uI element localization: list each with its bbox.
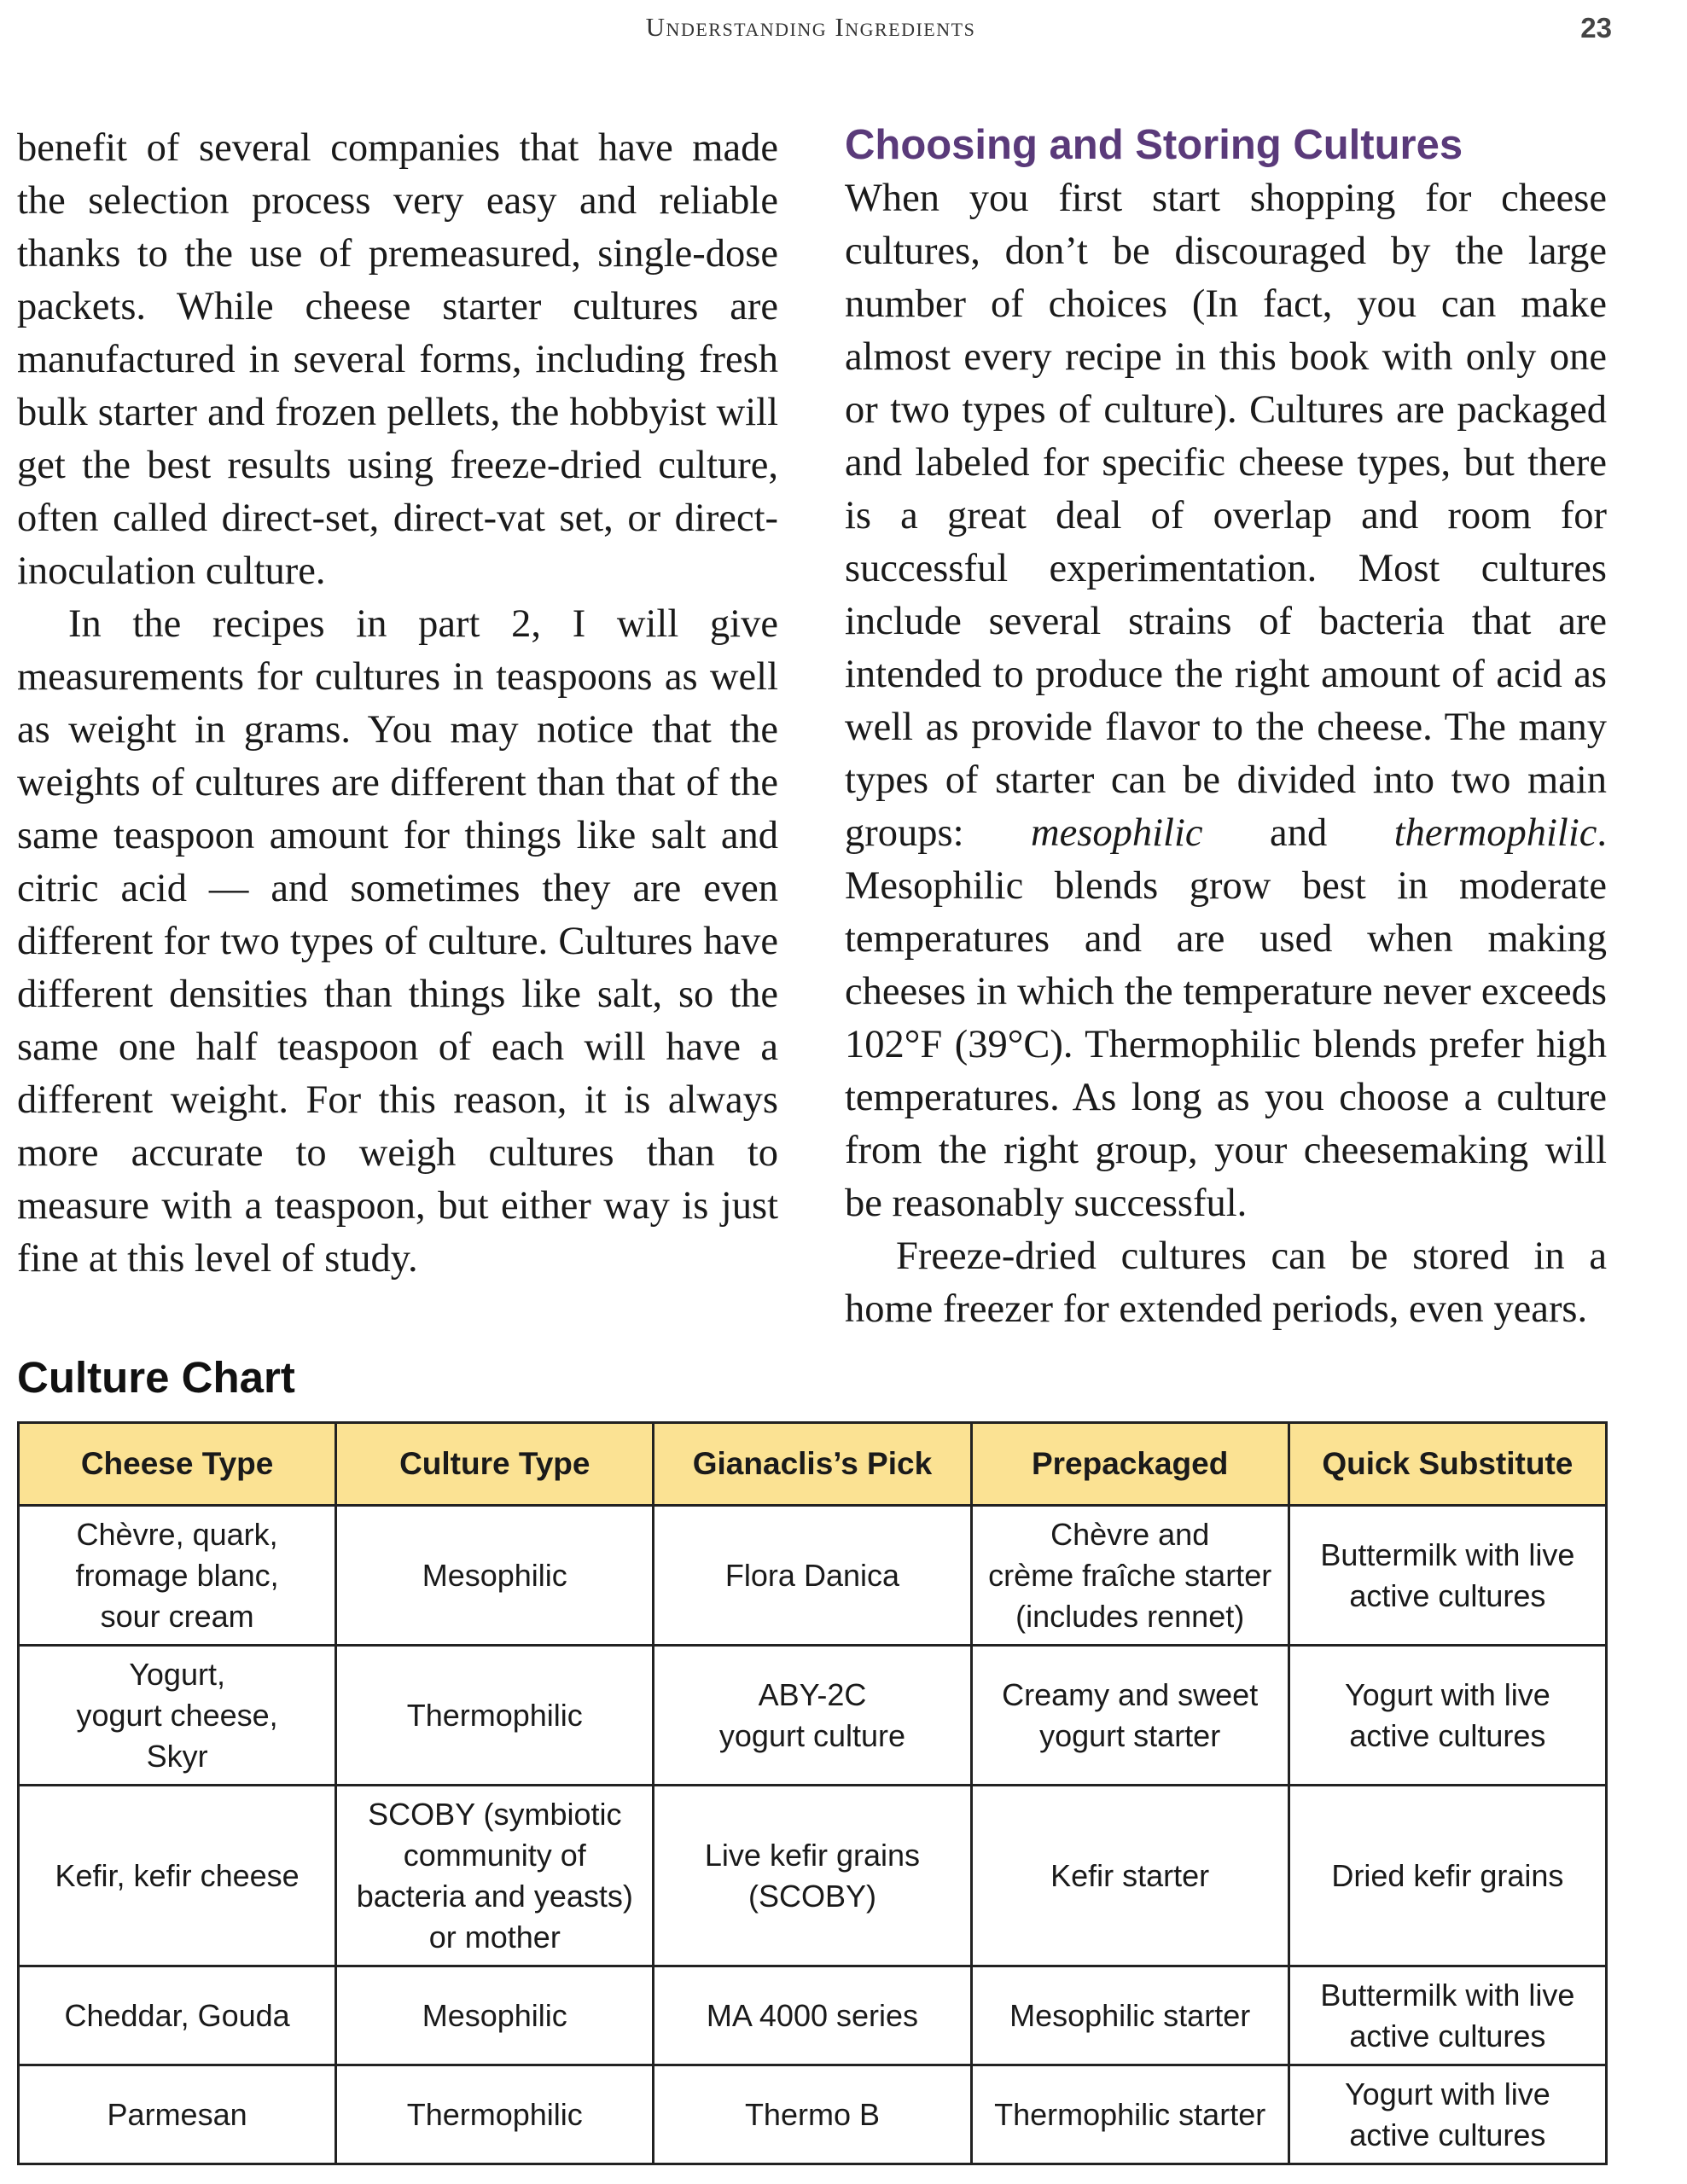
- cell-text-line: fromage blanc,: [75, 1557, 279, 1593]
- cell-text-line: active cultures: [1349, 2117, 1546, 2152]
- body-paragraph: [845, 172, 1607, 1230]
- table-cell: [971, 1966, 1289, 2065]
- column-header: Gianaclis’s Pick: [654, 1423, 971, 1506]
- table-cell: [336, 1786, 654, 1966]
- section-heading: Choosing and Storing Cultures: [845, 122, 1463, 168]
- cell-text-line: active cultures: [1349, 1717, 1546, 1753]
- cell-text-line: yogurt starter: [1039, 1717, 1221, 1753]
- cell-text-line: Thermo B: [744, 2096, 880, 2132]
- cell-text-line: Yogurt,: [129, 1656, 225, 1692]
- cell-text-line: active cultures: [1349, 1577, 1546, 1613]
- table-cell: [654, 1506, 971, 1646]
- page-number: 23: [1580, 12, 1612, 44]
- cell-text-line: Thermophilic: [406, 1697, 583, 1733]
- table-cell: [19, 2065, 336, 2164]
- table-row: [19, 1786, 1607, 1966]
- column-header: Prepackaged: [971, 1423, 1289, 1506]
- text-run: When you first start shopping for cheese cultures, don’t be discouraged by the large number of choices (In fact, you can make almost every recipe in this book with only one or two types of culture). Cultures are packaged and labeled for specific cheese types, but there is a great deal of overlap and room for successful experimentation. Most cultures include several strains of bacteria that are intended to produce the right amount of acid as well as provide flavor to the cheese. The many types of starter can be divided into two main groups:: [845, 177, 1607, 855]
- table-cell: [336, 1506, 654, 1646]
- table-cell: [19, 1646, 336, 1786]
- table-cell: [19, 1966, 336, 2065]
- table-row: [19, 1966, 1607, 2065]
- cell-text-line: ABY-2C: [758, 1676, 867, 1712]
- cell-text-line: Buttermilk with live: [1320, 1977, 1575, 2013]
- cell-text-line: Yogurt with live: [1344, 1676, 1550, 1712]
- cell-text-line: Live kefir grains: [704, 1837, 921, 1873]
- cell-text-line: Flora Danica: [724, 1557, 900, 1593]
- table-cell: [1289, 1506, 1606, 1646]
- cell-text-line: Thermophilic starter: [994, 2096, 1266, 2132]
- right-column: [845, 119, 1607, 1336]
- cell-text-line: MA 4000 series: [706, 1997, 919, 2033]
- culture-chart-table: [17, 1421, 1608, 2165]
- cell-text-line: Cheddar, Gouda: [64, 1997, 290, 2033]
- table-row: [19, 1646, 1607, 1786]
- table-cell: [654, 2065, 971, 2164]
- cell-text-line: Mesophilic: [422, 1557, 567, 1593]
- cell-text-line: or mother: [428, 1919, 561, 1955]
- table-cell: [654, 1966, 971, 2065]
- cell-text-line: Yogurt with live: [1344, 2076, 1550, 2111]
- table-cell: [971, 1506, 1289, 1646]
- running-title: Understanding Ingredients: [645, 12, 976, 42]
- cell-text-line: (includes rennet): [1015, 1598, 1245, 1634]
- cell-text-line: Kefir starter: [1050, 1857, 1210, 1893]
- running-header: [0, 12, 1687, 46]
- table-cell: [336, 1646, 654, 1786]
- cell-text-line: bacteria and yeasts): [356, 1878, 633, 1914]
- table-cell: [654, 1786, 971, 1966]
- cell-text-line: Creamy and sweet: [1002, 1676, 1259, 1712]
- cell-text-line: (SCOBY): [748, 1878, 876, 1914]
- text-run: . Mesophilic blends grow best in moderate temperatures and are used when making cheeses in which the temperature never exceeds 102°F (39°C). Thermophilic blends prefer high temperatures. As long as you choose a culture from the right group, your cheesemaking will be reasonably successful.: [845, 811, 1608, 1225]
- cell-text-line: Parmesan: [107, 2096, 247, 2132]
- emphasis-term: mesophilic: [1031, 811, 1203, 855]
- cell-text-line: active cultures: [1349, 2018, 1546, 2053]
- table-row: [19, 1506, 1607, 1646]
- table-cell: [971, 2065, 1289, 2164]
- table-cell: [1289, 1966, 1606, 2065]
- body-paragraph: In the recipes in part 2, I will give measurements for cultures in teaspoons as well as weight in grams. You may notice that the weights of cultures are different than that of the same teaspoon amount for things like salt and citric acid — and sometimes they are even different for two types of culture. Cultures have different densities than things like salt, so the same one half teaspoon of each will have a different weight. For this reason, it is always more accurate to weigh cultures than to measure with a teaspoon, but either way is just fine at this level of study.: [17, 602, 778, 1281]
- table-cell: [1289, 2065, 1606, 2164]
- cell-text-line: Dried kefir grains: [1331, 1857, 1564, 1893]
- table-cell: [971, 1786, 1289, 1966]
- table-row: [19, 2065, 1607, 2164]
- column-header: Culture Type: [336, 1423, 654, 1506]
- chart-title: Culture Chart: [17, 1353, 295, 1402]
- table-cell: [336, 1966, 654, 2065]
- left-column: [17, 122, 778, 1286]
- cell-text-line: yogurt culture: [718, 1717, 906, 1753]
- column-header: Cheese Type: [19, 1423, 336, 1506]
- table-cell: [1289, 1786, 1606, 1966]
- table-cell: [971, 1646, 1289, 1786]
- body-paragraph: Freeze-dried cultures can be stored in a home freezer for extended periods, even years.: [845, 1234, 1607, 1331]
- table-cell: [336, 2065, 654, 2164]
- body-paragraph: benefit of several companies that have made the selection process very easy and reliable thanks to the use of premeasured, single-dose packets. While cheese starter cultures are manufactured in several forms, including fresh bulk starter and frozen pellets, the hobbyist will get the best results using freeze-dried culture, often called direct-set, direct-vat set, or direct-inoculation culture.: [17, 126, 778, 593]
- emphasis-term: thermophilic: [1393, 811, 1597, 855]
- cell-text-line: Buttermilk with live: [1320, 1536, 1575, 1572]
- table-cell: [19, 1786, 336, 1966]
- cell-text-line: crème fraîche starter: [988, 1557, 1272, 1593]
- cell-text-line: Thermophilic: [406, 2096, 583, 2132]
- cell-text-line: Skyr: [146, 1738, 208, 1774]
- cell-text-line: yogurt cheese,: [76, 1697, 278, 1733]
- cell-text-line: Kefir, kefir cheese: [55, 1857, 300, 1893]
- cell-text-line: Chèvre and: [1050, 1516, 1210, 1552]
- text-run: and: [1202, 811, 1394, 855]
- cell-text-line: sour cream: [100, 1598, 254, 1634]
- cell-text-line: Mesophilic starter: [1009, 1997, 1251, 2033]
- table-body: [19, 1506, 1607, 2164]
- cell-text-line: SCOBY (symbiotic: [368, 1796, 622, 1832]
- cell-text-line: Mesophilic: [422, 1997, 567, 2033]
- cell-text-line: Chèvre, quark,: [76, 1516, 278, 1552]
- table-header-row: [19, 1423, 1607, 1506]
- table-cell: [654, 1646, 971, 1786]
- table-cell: [1289, 1646, 1606, 1786]
- table-cell: [19, 1506, 336, 1646]
- cell-text-line: community of: [403, 1837, 586, 1873]
- column-header: Quick Substitute: [1289, 1423, 1606, 1506]
